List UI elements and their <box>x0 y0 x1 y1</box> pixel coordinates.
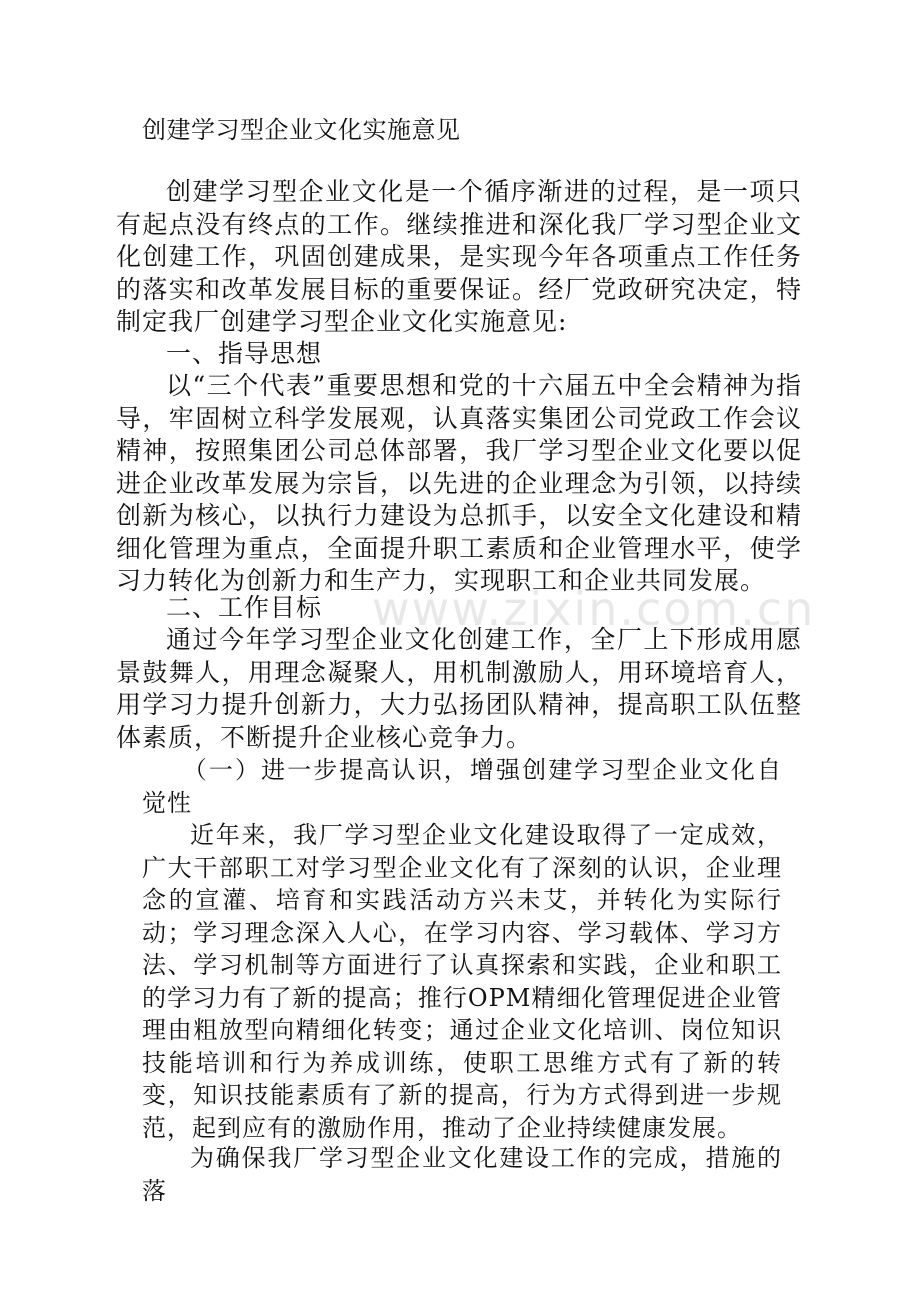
intro-paragraph: 创建学习型企业文化是一个循序渐进的过程，是一项只有起点没有终点的工作。继续推进和深化我厂学习型企业文化创建工作，巩固创建成果，是实现今年各项重点工作任务的落实和改革发展目标的重要保证。经厂党政研究决定，特制定我厂创建学习型企业文化实施意见: <box>116 177 802 336</box>
document-title: 创建学习型企业文化实施意见 <box>142 116 461 144</box>
section-heading-guiding-ideology: 一、指导思想 <box>166 339 323 368</box>
guiding-ideology-paragraph: 以“三个代表”重要思想和党的十六届五中全会精神为指导，牢固树立科学发展观，认真落实集团公司党政工作会议精神，按照集团公司总体部署，我厂学习型企业文化要以促进企业改革发展为宗旨，以先进的企业理念为引领，以持续创新为核心，以执行力建设为总抓手，以安全文化建设和精细化管理为重点，全面提升职工素质和企业管理水平，使学习力转化为创新力和生产力，实现职工和企业共同发展。 <box>116 371 802 595</box>
subsection-heading-awareness: （一）进一步提高认识，增强创建学习型企业文化自觉性 <box>142 756 782 817</box>
watermark: www.zixin.com.cn <box>372 582 816 636</box>
recent-progress-paragraph: 近年来，我厂学习型企业文化建设取得了一定成效，广大干部职工对学习型企业文化有了深刻的认识，企业理念的宣灌、培育和实践活动方兴未艾，并转化为实际行动；学习理念深入人心，在学习内容、学习载体、学习方法、学习机制等方面进行了认真探索和实践，企业和职工的学习力有了新的提高；推行OPM精细化管理促进企业管理由粗放型向精细化转变；通过企业文化培训、岗位知识技能培训和行为养成训练，使职工思维方式有了新的转变，知识技能素质有了新的提高，行为方式得到进一步规范，起到应有的激励作用，推动了企业持续健康发展。 <box>142 821 782 1142</box>
section-heading-work-goals: 二、工作目标 <box>166 593 323 622</box>
work-goals-paragraph: 通过今年学习型企业文化创建工作，全厂上下形成用愿景鼓舞人，用理念凝聚人，用机制激励人，用环境培育人，用学习力提升创新力，大力弘扬团队精神，提高职工队伍整体素质，不断提升企业核心竞争力。 <box>116 625 802 752</box>
measures-paragraph: 为确保我厂学习型企业文化建设工作的完成，措施的落 <box>142 1144 782 1205</box>
